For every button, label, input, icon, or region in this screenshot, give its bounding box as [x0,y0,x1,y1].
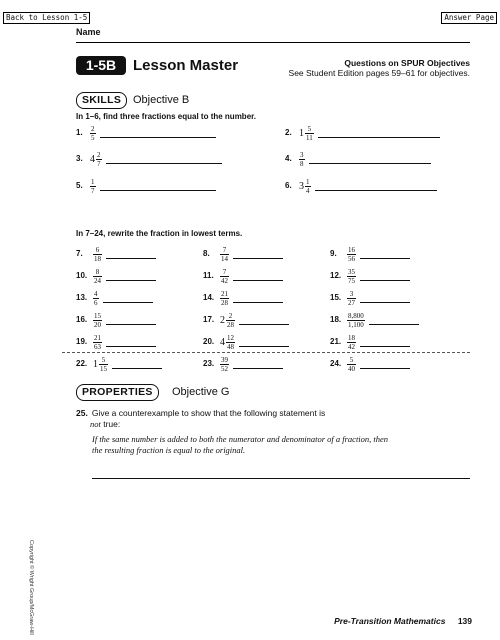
exercise-item [285,148,415,170]
exercise-item [76,122,206,144]
denominator: 56 [348,254,355,263]
whole-number: 4 [90,153,95,165]
numerator: 21 [221,289,228,298]
answer-blank[interactable] [369,324,419,325]
exercise-number: 14. [203,293,215,302]
numerator: 4 [94,289,98,298]
fraction-expression [93,287,99,309]
exercise-number: 23. [203,359,215,368]
fraction [93,268,102,285]
numerator: 7 [222,245,227,254]
answer-blank[interactable] [233,258,283,259]
answer-blank[interactable] [106,163,222,164]
exercise-item [330,309,460,331]
fraction-expression [347,309,365,331]
fraction [305,125,314,142]
exercise-number: 24. [330,359,342,368]
fraction-expression [299,148,305,170]
numerator: 35 [348,267,355,276]
copyright-text: Copyright © Wright Group/McGraw-Hill [28,540,34,635]
exercise-item [76,265,206,287]
fraction-expression [220,331,235,353]
exercise-item [76,353,206,375]
numerator: 8 [95,267,100,276]
numerator: 3 [300,150,304,159]
denominator: 28 [221,298,228,307]
numerator: 2 [228,311,233,320]
answer-blank[interactable] [360,368,410,369]
exercise-item [203,331,333,353]
whole-number: 1 [93,358,98,370]
answer-blank[interactable] [106,346,156,347]
fraction [347,290,356,307]
exercise-number: 17. [203,315,215,324]
exercise-item [330,287,460,309]
book-title: Pre-Transition Mathematics [334,616,446,626]
spur-subtitle: See Student Edition pages 59–61 for objectives. [288,68,470,78]
exercise-number: 18. [330,315,342,324]
answer-blank[interactable] [103,302,153,303]
answer-page-button[interactable]: Answer Page [441,12,497,24]
skills-tag: SKILLS [76,92,127,109]
name-rule [76,42,470,43]
exercise-item [76,331,206,353]
page-footer [334,616,472,626]
answer-line[interactable] [92,478,470,479]
question-text-end: true: [100,419,121,429]
lesson-title: Lesson Master [133,57,239,74]
fraction [93,312,102,329]
denominator: 7 [91,186,95,195]
fraction [347,334,356,351]
answer-blank[interactable] [106,280,156,281]
fraction-expression [220,243,229,265]
fraction [90,125,96,142]
exercise-item [76,148,206,170]
exercise-item [76,243,206,265]
numerator: 39 [221,355,228,364]
answer-blank[interactable] [100,190,216,191]
denominator: 40 [348,364,355,373]
properties-tag: PROPERTIES [76,384,159,401]
denominator: 7 [97,159,101,168]
fraction-expression [347,287,356,309]
fraction [299,151,305,168]
exercise-item [330,265,460,287]
numerator: 1 [306,177,310,186]
exercise-item [330,353,460,375]
fraction-expression [347,265,356,287]
exercise-number: 21. [330,337,342,346]
numerator: 5 [101,355,106,364]
answer-blank[interactable] [233,368,283,369]
exercise-number: 1. [76,128,83,137]
denominator: 75 [348,276,355,285]
exercise-item [76,309,206,331]
skills-objective: Objective B [133,94,190,106]
question-text: Give a counterexample to show that the following statement is [91,408,326,418]
page-number: 139 [457,616,472,626]
exercise-number: 19. [76,337,88,346]
exercise-number: 4. [285,154,292,163]
denominator: 18 [94,254,101,263]
numerator: 16 [348,245,355,254]
fraction [220,290,229,307]
answer-blank[interactable] [318,137,440,138]
fraction-expression [90,122,96,144]
exercise-number: 11. [203,271,214,280]
exercise-number: 5. [76,181,83,190]
exercise-item [203,243,333,265]
denominator: 5 [91,133,95,142]
fraction-expression [220,353,229,375]
exercise-item [330,331,460,353]
denominator: 14 [221,254,228,263]
question-emphasis: not [90,419,101,429]
fraction-expression [347,331,356,353]
fraction-expression [93,309,102,331]
denominator: 1,100 [348,320,364,329]
numerator: 5 [349,355,354,364]
answer-blank[interactable] [106,324,156,325]
fraction [96,151,102,168]
fraction [347,246,356,263]
exercise-item [285,122,415,144]
exercise-item [330,243,460,265]
fraction [220,246,229,263]
numerator: 3 [349,289,354,298]
answer-blank[interactable] [100,137,216,138]
exercise-item [203,265,333,287]
answer-blank[interactable] [309,163,431,164]
fraction-expression [93,331,102,353]
exercise-item [203,309,333,331]
denominator: 42 [348,342,355,351]
answer-blank[interactable] [233,302,283,303]
exercise-number: 6. [285,181,292,190]
numerator: 2 [91,124,95,133]
properties-objective: Objective G [172,386,230,398]
answer-blank[interactable] [360,346,410,347]
denominator: 28 [227,320,234,329]
numerator: 8,800 [348,311,364,320]
fraction [93,290,99,307]
instruction-1-6: In 1–6, find three fractions equal to the number. [76,112,257,121]
question-number: 25. [76,408,88,418]
fraction [347,268,356,285]
exercise-number: 9. [330,249,337,258]
whole-number: 4 [220,336,225,348]
denominator: 24 [94,276,101,285]
denominator: 20 [94,320,101,329]
fraction [93,334,102,351]
fraction [93,246,102,263]
lesson-badge: 1-5B [76,56,126,75]
spur-heading [289,58,470,78]
answer-blank[interactable] [315,190,437,191]
name-label: Name [76,27,101,37]
answer-blank[interactable] [239,346,289,347]
numerator: 6 [95,245,100,254]
exercise-item [76,175,206,197]
numerator: 21 [94,333,101,342]
fraction-expression [347,243,356,265]
fraction [99,356,108,373]
answer-blank[interactable] [239,324,289,325]
fraction-expression [93,353,108,375]
exercise-number: 10. [76,271,88,280]
exercise-number: 22. [76,359,88,368]
denominator: 11 [306,133,313,142]
fraction [226,334,235,351]
exercise-number: 13. [76,293,88,302]
exercise-number: 8. [203,249,210,258]
fraction [305,178,311,195]
denominator: 27 [348,298,355,307]
exercise-number: 7. [76,249,83,258]
fraction-expression [93,265,102,287]
fraction-expression [93,243,102,265]
fraction-expression [347,353,356,375]
exercise-number: 16. [76,315,88,324]
numerator: 7 [222,267,227,276]
denominator: 63 [94,342,101,351]
exercise-number: 3. [76,154,83,163]
question-25 [76,408,456,430]
numerator: 2 [97,150,101,159]
denominator: 42 [221,276,228,285]
answer-blank[interactable] [233,280,283,281]
answer-blank[interactable] [360,302,410,303]
denominator: 8 [300,159,304,168]
exercise-item [203,353,333,375]
whole-number: 1 [299,127,304,139]
answer-blank[interactable] [106,258,156,259]
spur-title: Questions on SPUR Objectives [344,58,470,68]
fraction-expression [299,175,311,197]
exercise-number: 20. [203,337,215,346]
answer-blank[interactable] [112,368,162,369]
fraction-expression [90,175,96,197]
statement-text: If the same number is added to both the numerator and denominator of a fraction, then the resulting fraction is equal to the original. [92,434,389,455]
numerator: 15 [94,311,101,320]
numerator: 5 [307,124,312,133]
whole-number: 3 [299,180,304,192]
fraction-expression [220,287,229,309]
numerator: 1 [91,177,95,186]
fraction-expression [220,265,229,287]
denominator: 48 [227,342,234,351]
denominator: 52 [221,364,228,373]
whole-number: 2 [220,314,225,326]
exercise-number: 12. [330,271,342,280]
fraction-expression [220,309,235,331]
fraction [220,268,229,285]
exercise-item [76,287,206,309]
fraction [90,178,96,195]
exercise-item [285,175,415,197]
back-to-lesson-button[interactable]: Back to Lesson 1-5 [3,12,90,24]
exercise-item [203,287,333,309]
denominator: 6 [94,298,98,307]
numerator: 18 [348,333,355,342]
answer-blank[interactable] [360,280,410,281]
denominator: 15 [100,364,107,373]
numerator: 12 [227,333,234,342]
fraction [347,312,365,329]
instruction-7-24: In 7–24, rewrite the fraction in lowest terms. [76,229,243,238]
exercise-number: 15. [330,293,342,302]
denominator: 4 [306,186,310,195]
fraction [226,312,235,329]
section-divider [62,352,470,353]
fraction [347,356,356,373]
fraction-expression [90,148,102,170]
fraction [220,356,229,373]
answer-blank[interactable] [360,258,410,259]
exercise-number: 2. [285,128,292,137]
fraction-expression [299,122,314,144]
